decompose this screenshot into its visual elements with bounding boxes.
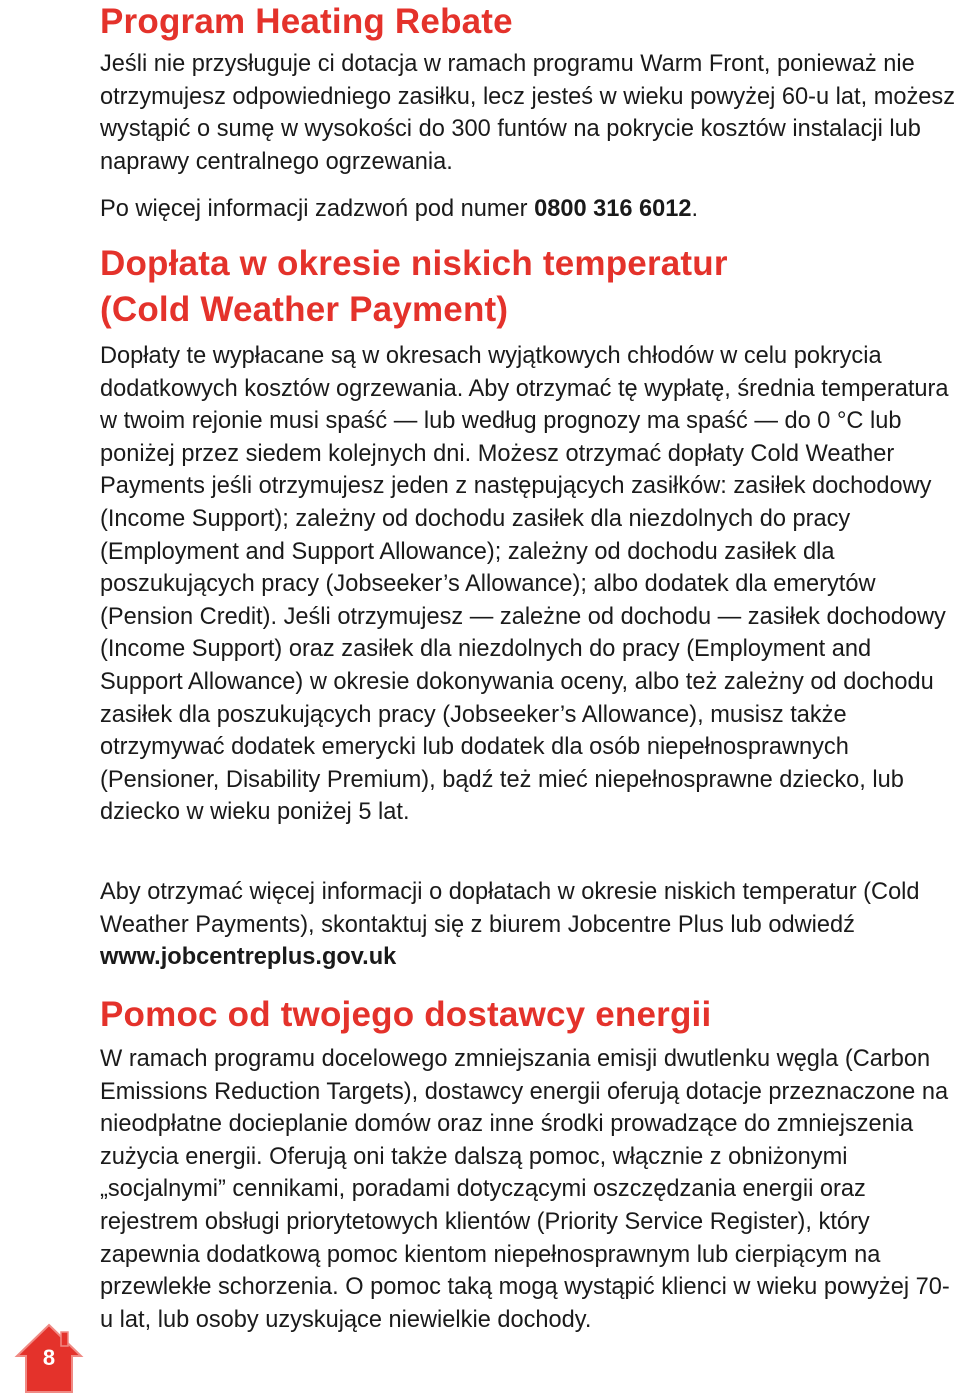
cold-weather-paragraph: Dopłaty te wypłacane są w okresach wyjątkowych chłodów w celu pokrycia dodatkowych kosztów ogrzewania. Aby otrzymać tę wypłatę, średnia temperatura w twoim rejonie musi spaść — lub według prognozy ma spaść — do 0 °C lub poniżej przez siedem kolejnych dni. Możesz otrzymać dopłaty Cold Weather Payments jeśli otrzymujesz jeden z następujących zasiłków: zasiłek dochodowy (Income Support); zależny od dochodu zasiłek dla niezdolnych do pracy (Employment and Support Allowance); zależny od dochodu zasiłek dla poszukujących pracy (Jobseeker’s Allowance); albo dodatek dla emerytów (Pension Credit). Jeśli otrzymujesz — zależne od dochodu — zasiłek dochodowy (Income Support) oraz zasiłek dla niezdolnych do pracy (Employment and Support Allowance) w okresie dokonywania oceny, albo też zależny od dochodu zasiłek dla poszukujących pracy (Jobseeker’s Allowance), musisz także otrzymywać dodatek emerycki lub dodatek dla osób niepełnosprawnych (Pensioner, Disability Premium), bądź też mieć niepełnosprawne dziecko, lub dziecko w wieku poniżej 5 lat. [100, 343, 949, 826]
phone-number: 0800 316 6012 [534, 196, 692, 222]
contact-suffix: . [691, 196, 699, 222]
heating-rebate-contact [100, 193, 960, 226]
heading-cold-weather-payment [100, 244, 728, 330]
contact-prefix: Po więcej informacji zadzwoń pod numer [100, 196, 535, 222]
page-number-badge [14, 1322, 84, 1394]
heading-cold-weather-line2: (Cold Weather Payment) [100, 290, 509, 329]
jobcentre-link[interactable]: www.jobcentreplus.gov.uk [100, 944, 397, 971]
heading-cold-weather-line1: Dopłata w okresie niskich temperatur [100, 244, 728, 283]
cold-weather-contact-text: Aby otrzymać więcej informacji o dopłatach w okresie niskich temperatur (Cold Weather Payments), skontaktuj się z biurem Jobcentre Plus lub odwiedź [100, 879, 920, 938]
page-number: 8 [42, 1345, 56, 1370]
cold-weather-contact [100, 876, 960, 974]
heading-energy-supplier-help: Pomoc od twojego dostawcy energii [100, 995, 712, 1034]
heating-rebate-paragraph: Jeśli nie przysługuje ci dotacja w ramach programu Warm Front, ponieważ nie otrzymujesz odpowiedniego zasiłku, lecz jesteś w wieku powyżej 60-u lat, możesz wystąpić o sumę w wysokości do 300 funtów na pokrycie kosztów instalacji lub naprawy centralnego ogrzewania. [100, 51, 955, 175]
heading-heating-rebate: Program Heating Rebate [100, 2, 513, 41]
energy-supplier-paragraph: W ramach programu docelowego zmniejszania emisji dwutlenku węgla (Carbon Emissions Reduction Targets), dostawcy energii oferują dotacje przeznaczone na nieodpłatne docieplanie domów oraz inne środki prowadzące do zmniejszenia zużycia energii. Oferują oni także dalszą pomoc, włącznie z obniżonymi „socjalnymi” cennikami, poradami dotyczącymi oszczędzania energii oraz rejestrem obsługi priorytetowych klientów (Priority Service Register), który zapewnia dodatkową pomoc kientom niepełnosprawnym lub cierpiącym na przewlekłe schorzenia. O pomoc taką mogą wystąpić klienci w wieku powyżej 70-u lat, lub osoby uzyskujące niewielkie dochody. [100, 1046, 950, 1333]
